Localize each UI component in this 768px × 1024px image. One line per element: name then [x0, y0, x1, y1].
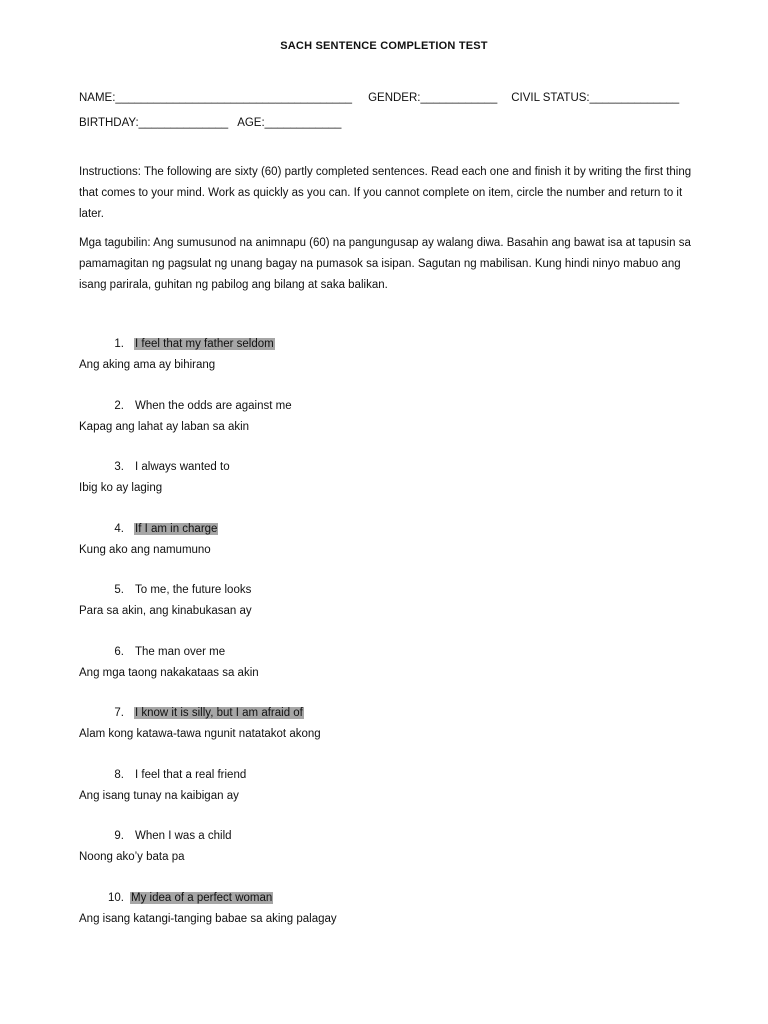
list-item — [79, 584, 719, 646]
item-english-text: I always wanted to — [135, 461, 230, 473]
item-english-text: I feel that my father seldom — [135, 338, 274, 350]
item-english-line — [100, 769, 247, 781]
item-number: 3. — [114, 461, 124, 473]
list-item — [79, 400, 719, 462]
list-item — [79, 830, 719, 892]
item-number: 7. — [114, 707, 124, 719]
age-field[interactable]: AGE:____________ — [237, 117, 342, 129]
item-english-text: I feel that a real friend — [135, 768, 247, 781]
item-number: 1. — [114, 338, 124, 350]
item-tagalog-text: Ibig ko ay laging — [79, 482, 163, 494]
item-english-text: To me, the future looks — [135, 584, 252, 596]
list-item — [79, 707, 719, 769]
list-item — [79, 646, 719, 708]
item-tagalog-text: Noong ako’y bata pa — [79, 851, 185, 863]
item-number: 10. — [108, 891, 124, 904]
item-english-line — [100, 461, 231, 473]
item-tagalog-text: Para sa akin, ang kinabukasan ay — [79, 605, 252, 617]
item-english-text: I know it is silly, but I am afraid of — [135, 707, 303, 719]
item-english-line — [100, 892, 273, 904]
item-english-line — [100, 707, 304, 719]
item-tagalog-text: Ang isang katangi-tanging babae sa aking palagay — [79, 912, 337, 925]
item-tagalog-text: Ang isang tunay na kaibigan ay — [79, 789, 239, 802]
list-item — [79, 461, 719, 523]
personal-info-row-2 — [79, 117, 341, 129]
item-english-text: If I am in charge — [135, 522, 218, 535]
item-number: 6. — [114, 645, 124, 658]
list-item — [79, 892, 719, 954]
name-field[interactable]: NAME:_____________________________________ — [79, 92, 353, 104]
list-item — [79, 769, 719, 831]
item-english-line — [100, 523, 218, 535]
item-number: 2. — [114, 399, 124, 412]
item-tagalog-text: Kung ako ang namumuno — [79, 543, 211, 556]
item-english-line — [100, 400, 293, 412]
item-tagalog-text: Kapag ang lahat ay laban sa akin — [79, 420, 250, 433]
instructions-english: Instructions: The following are sixty (60) partly completed sentences. Read each one and finish it by writing the first thing that comes to your mind. Work as quickly as you can. If you cannot complete on item, circle the number and return to it later. — [79, 166, 692, 220]
list-item — [79, 523, 719, 585]
item-english-text: The man over me — [135, 645, 226, 658]
item-tagalog-text: Alam kong katawa-tawa ngunit natatakot akong — [79, 728, 321, 740]
civil-status-field[interactable]: CIVIL STATUS:______________ — [511, 92, 680, 104]
item-english-line — [100, 338, 275, 350]
item-tagalog-text: Ang aking ama ay bihirang — [79, 359, 216, 371]
instructions-tagalog: Mga tagubilin: Ang sumusunod na animnapu (60) na pangungusap ay walang diwa. Basahin ang bawat isa at tapusin sa pamamagitan ng pagsulat ng unang bagay na pumasok sa isipan. Sagutan ng mabilisan. Kung hindi ninyo mabuo ang isang parirala, guhitan ng pabilog ang bilang at saka balikan. — [79, 237, 691, 291]
birthday-field[interactable]: BIRTHDAY:______________ — [79, 117, 229, 129]
list-item — [79, 338, 719, 400]
item-english-line — [100, 830, 233, 842]
item-english-text: When I was a child — [135, 830, 232, 842]
item-number: 9. — [114, 830, 124, 842]
gender-field[interactable]: GENDER:____________ — [368, 92, 498, 104]
page-title: SACH SENTENCE COMPLETION TEST — [280, 40, 488, 52]
sentence-item-list — [79, 338, 719, 953]
item-english-text: My idea of a perfect woman — [131, 891, 273, 904]
item-english-line — [100, 646, 226, 658]
item-number: 8. — [114, 768, 124, 781]
item-number: 5. — [114, 584, 124, 596]
item-english-text: When the odds are against me — [135, 399, 292, 412]
personal-info-row-1 — [79, 92, 679, 104]
item-english-line — [100, 584, 252, 596]
item-tagalog-text: Ang mga taong nakakataas sa akin — [79, 666, 259, 679]
item-number: 4. — [114, 522, 124, 535]
